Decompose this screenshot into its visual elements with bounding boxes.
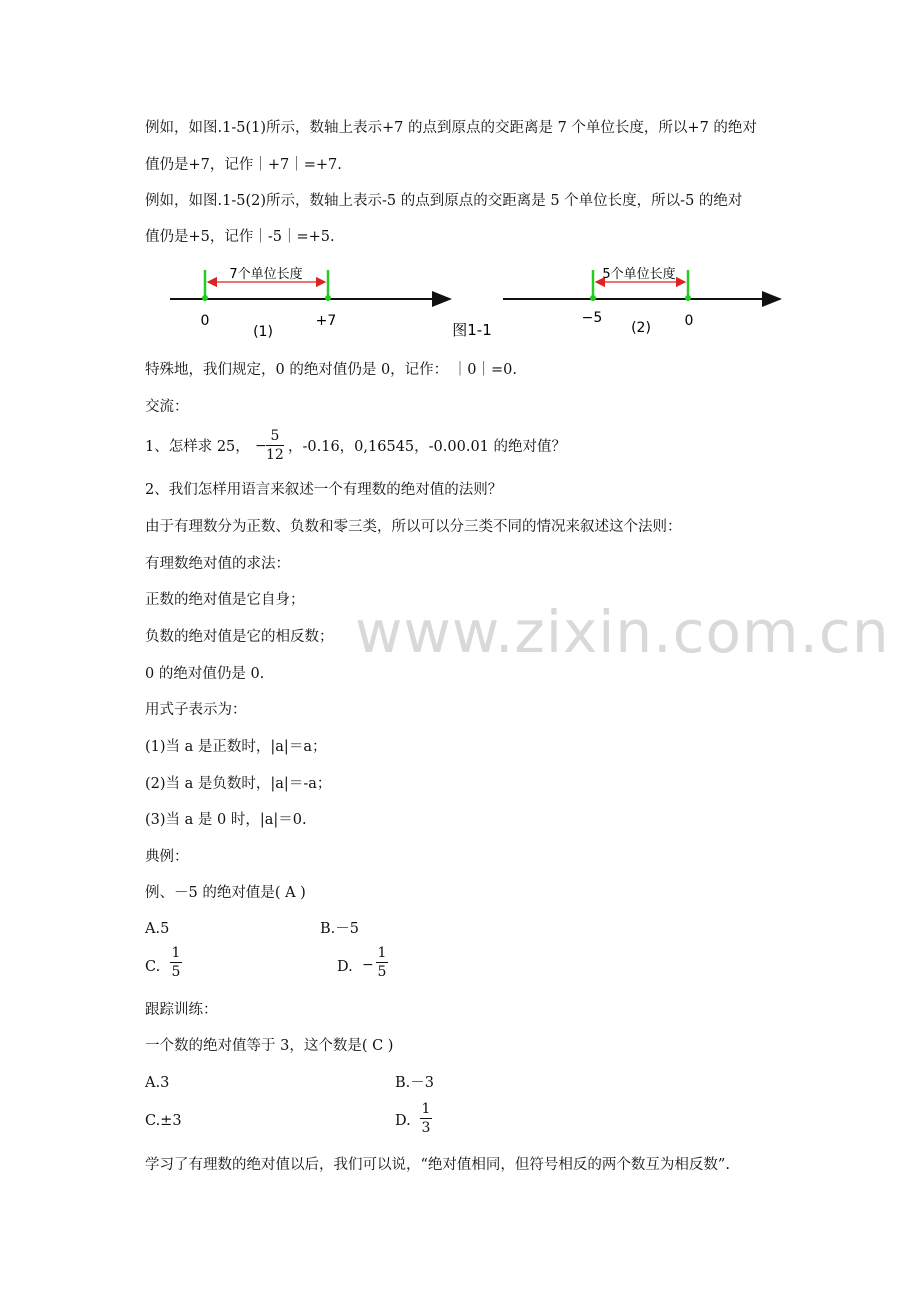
minus-sign: − [255, 438, 267, 454]
fraction-numerator: 1 [171, 945, 181, 961]
example-question: 例、－5 的绝对值是( A ) [145, 885, 306, 901]
method-heading: 有理数绝对值的求法： [145, 556, 290, 572]
paragraph-1-line-2: 值仍是+7，记作｜+7｜=+7. [145, 157, 342, 173]
fraction-bar [170, 962, 182, 963]
special-rule: 特殊地，我们规定，0 的绝对值仍是 0，记作： ｜0｜=0. [145, 362, 517, 378]
fraction-1-5 [170, 945, 182, 980]
practice-option-d: D. [395, 1113, 411, 1129]
right-zero-label: 0 [684, 313, 694, 329]
fraction-bar [266, 445, 284, 446]
example-option-d: D. [337, 959, 353, 975]
case-positive: (1)当 a 是正数时，|a|＝a； [145, 739, 327, 755]
left-distance-label: 7个单位长度 [229, 267, 303, 282]
fraction-denominator: 12 [266, 447, 284, 463]
fraction-denominator: 3 [421, 1120, 431, 1136]
practice-option-b: B.－3 [395, 1075, 434, 1091]
right-zero-dot [685, 295, 691, 301]
watermark: www.zixin.com.cn [355, 598, 890, 666]
conclusion: 学习了有理数的绝对值以后，我们可以说，“绝对值相同，但符号相反的两个数互为相反数”. [145, 1157, 730, 1173]
left-caption: (1) [253, 324, 273, 340]
fraction-numerator: 5 [270, 428, 280, 444]
figure-caption: 图1-1 [452, 321, 492, 339]
right-distance-label: 5个单位长度 [602, 267, 676, 282]
example-option-b: B.－5 [320, 921, 359, 937]
minus-sign: − [362, 957, 374, 973]
practice-question: 一个数的绝对值等于 3，这个数是( C ) [145, 1038, 394, 1054]
case-zero: (3)当 a 是 0 时，|a|＝0. [145, 812, 307, 828]
example-option-a: A.5 [145, 921, 170, 937]
number-line-figure [150, 262, 800, 342]
example-heading: 典例： [145, 849, 189, 865]
paragraph-1-line-1: 例如，如图.1-5(1)所示，数轴上表示+7 的点到原点的交距离是 7 个单位长度，所以+7 的绝对 [145, 120, 757, 136]
fraction-bar [376, 962, 388, 963]
classification-text: 由于有理数分为正数、负数和零三类，所以可以分三类不同的情况来叙述这个法则： [145, 519, 682, 535]
question-1-prefix: 1、怎样求 25， [145, 439, 250, 455]
fraction-denominator: 5 [171, 964, 181, 980]
example-option-c: C. [145, 959, 161, 975]
left-seven-dot [325, 295, 331, 301]
fraction-5-12 [266, 428, 284, 463]
paragraph-2-line-1: 例如，如图.1-5(2)所示，数轴上表示-5 的点到原点的交距离是 5 个单位长度，所以-5 的绝对 [145, 193, 743, 209]
case-negative: (2)当 a 是负数时，|a|＝-a； [145, 776, 332, 792]
left-zero-dot [202, 295, 208, 301]
rule-zero: 0 的绝对值仍是 0. [145, 666, 265, 682]
paragraph-2-line-2: 值仍是+5，记作｜-5｜=+5. [145, 229, 335, 245]
fraction-numerator: 1 [377, 945, 387, 961]
practice-option-a: A.3 [145, 1075, 170, 1091]
rule-positive: 正数的绝对值是它自身； [145, 592, 305, 608]
question-1-suffix: ，-0.16，0,16545，-0.00.01 的绝对值？ [288, 439, 566, 455]
right-neg-five-label: −5 [581, 310, 603, 326]
left-seven-label: +7 [315, 313, 337, 329]
practice-heading: 跟踪训练： [145, 1002, 218, 1018]
exchange-heading: 交流： [145, 399, 189, 415]
question-2: 2、我们怎样用语言来叙述一个有理数的绝对值的法则？ [145, 482, 503, 498]
fraction-neg-1-5 [376, 945, 388, 980]
left-zero-label: 0 [200, 313, 210, 329]
fraction-denominator: 5 [377, 964, 387, 980]
right-neg-five-dot [590, 295, 596, 301]
practice-option-c: C.±3 [145, 1113, 182, 1129]
rule-negative: 负数的绝对值是它的相反数； [145, 629, 334, 645]
fraction-1-3 [420, 1101, 432, 1136]
fraction-bar [420, 1118, 432, 1119]
formula-intro: 用式子表示为： [145, 702, 247, 718]
right-caption: (2) [631, 320, 651, 336]
fraction-numerator: 1 [421, 1101, 431, 1117]
